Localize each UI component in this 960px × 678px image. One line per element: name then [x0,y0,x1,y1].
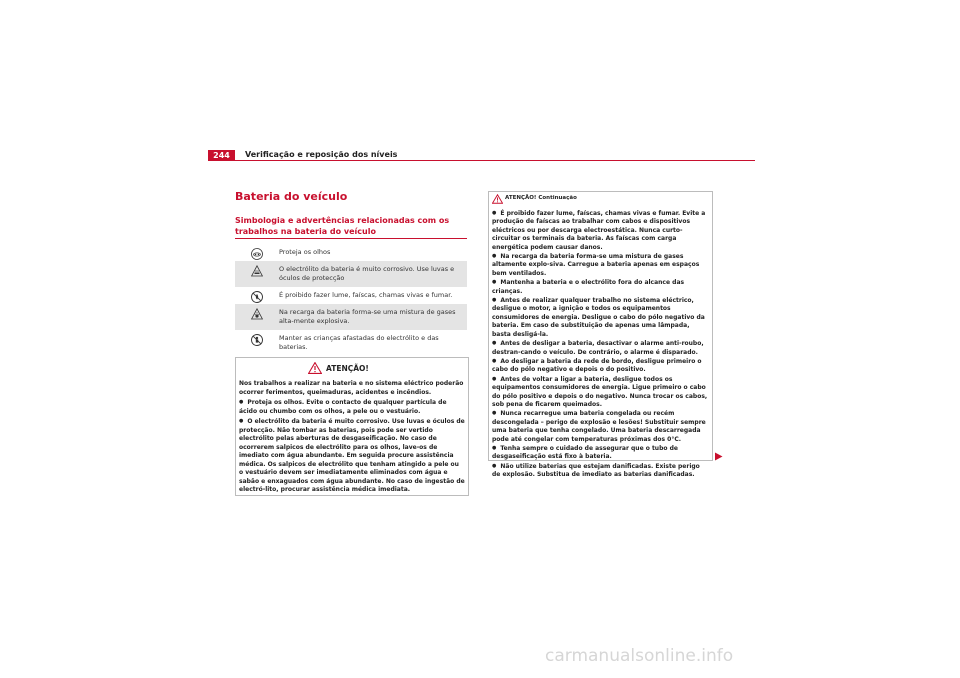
warning-header [236,358,468,380]
warning-bullet: ● Proteja os olhos. Evite o contacto de qualquer partícula de ácido ou chumbo com os olhos, a pele ou o vestuário. [239,399,465,416]
keep-children-away-icon [251,334,263,346]
header-rule [208,160,755,161]
symbol-row [235,261,467,287]
corrosive-icon [251,265,263,277]
warning-triangle-icon [492,194,503,204]
warning-continuation-box [488,191,713,479]
continuation-bullet: ● Mantenha a bateria e o electrólito fora do alcance das crianças. [492,279,709,296]
symbol-text: É proibido fazer lume, faíscas, chamas vivas e fumar. [279,291,453,299]
section-title: Bateria do veículo [235,190,348,203]
subsection-title: Simbologia e advertências relacionadas com os trabalhos na bateria do veículo [235,216,450,236]
running-title: Verificação e reposição dos níveis [245,150,398,159]
continuation-bullet: ● Nunca recarregue uma bateria congelada ou recém descongelada – perigo de explosão e lesões! Substituir sempre uma bateria que tenha congelado. Uma bateria descarregada pode até congelar com temperaturas próximas dos 0°C. [492,410,709,444]
symbol-row [235,287,467,304]
continuation-bullet: ● Antes de voltar a ligar a bateria, desligue todos os equipamentos consumidores de energia. Ligue primeiro o cabo do pólo positivo e depois o do negativo. Nunca trocar os cabos, sob pena de ficarem queimados. [492,376,709,410]
symbol-row [235,304,467,330]
warning-box [235,357,469,496]
page-number: 244 [208,150,235,161]
continuation-body [489,208,712,480]
warning-intro: Nos trabalhos a realizar na bateria e no sistema eléctrico poderão ocorrer ferimentos, queimaduras, acidentes e incêndios. [239,380,464,396]
no-fire-icon [251,291,263,303]
symbol-row [235,244,467,261]
warning-body [236,380,468,495]
continuation-bullet: ● Antes de desligar a bateria, desactivar o alarme anti-roubo, destran-cando o veículo. De contrário, o alarme é disparado. [492,340,709,357]
symbol-row [235,330,467,356]
eye-protection-icon [251,248,263,260]
continuation-bullet: ● Tenha sempre o cuidado de assegurar que o tubo de desgaseificação está fixo à bateria. [492,445,709,462]
symbol-text: O electrólito da bateria é muito corrosivo. Use luvas e óculos de protecção [279,265,455,282]
continuation-bullet: ● Antes de realizar qualquer trabalho no sistema eléctrico, desligue o motor, a ignição e todos os equipamentos consumidores de energia. Desligue o cabo do pólo negativo da bateria. Em caso de substituição de apenas uma lâmpada, basta desligá-la. [492,297,709,339]
continuation-bullet: ● É proibido fazer lume, faíscas, chamas vivas e fumar. Evite a produção de faíscas ao trabalhar com cabos e dispositivos eléctricos ou por descarga electroestática. Nunca curto-circuitar os terminais da bateria. As faíscas com carga energética podem causar danos. [492,210,709,252]
continuation-bullet: ● Não utilize baterias que estejam danificadas. Existe perigo de explosão. Substitua de imediato as baterias danificadas. [492,463,709,480]
warning-bullet: ● O electrólito da bateria é muito corrosivo. Use luvas e óculos de protecção. Não tombar as baterias, pois pode ser vertido electrólito pelas aberturas de desgaseificação. No caso de ocorrerem salpicos de electrólito para os olhos, lave-os de imediato com água abundante. Em seguida procure assistência médica. Os salpicos de electrólito que tenham atingido a pele ou o vestuário devem ser imediatamente eliminados com água e sabão e enxaguados com água abundante. No caso de ingestão de electró-lito, procurar assistência médica imediata. [239,418,465,495]
symbol-text: Na recarga da bateria forma-se uma mistura de gases alta-mente explosiva. [279,308,456,325]
watermark-footer: carmanualsonline.info [545,646,734,666]
continue-arrow-icon [714,452,723,461]
symbol-text: Manter as crianças afastadas do electrólito e das baterias. [279,334,439,351]
symbol-table [235,244,467,356]
continuation-header [489,192,712,208]
warning-triangle-icon [308,362,322,374]
continuation-bullet: ● Na recarga da bateria forma-se uma mistura de gases altamente explo-siva. Carregue a bateria apenas em espaços bem ventilados. [492,253,709,278]
symbol-text: Proteja os olhos [279,248,331,256]
continuation-bullet: ● Ao desligar a bateria da rede de bordo, desligue primeiro o cabo do pólo negativo e depois o do positivo. [492,358,709,375]
continuation-title: ATENÇÃO! Continuação [505,195,577,201]
subsection-rule [235,238,467,239]
warning-title: ATENÇÃO! [326,364,369,373]
explosive-icon [251,308,263,320]
